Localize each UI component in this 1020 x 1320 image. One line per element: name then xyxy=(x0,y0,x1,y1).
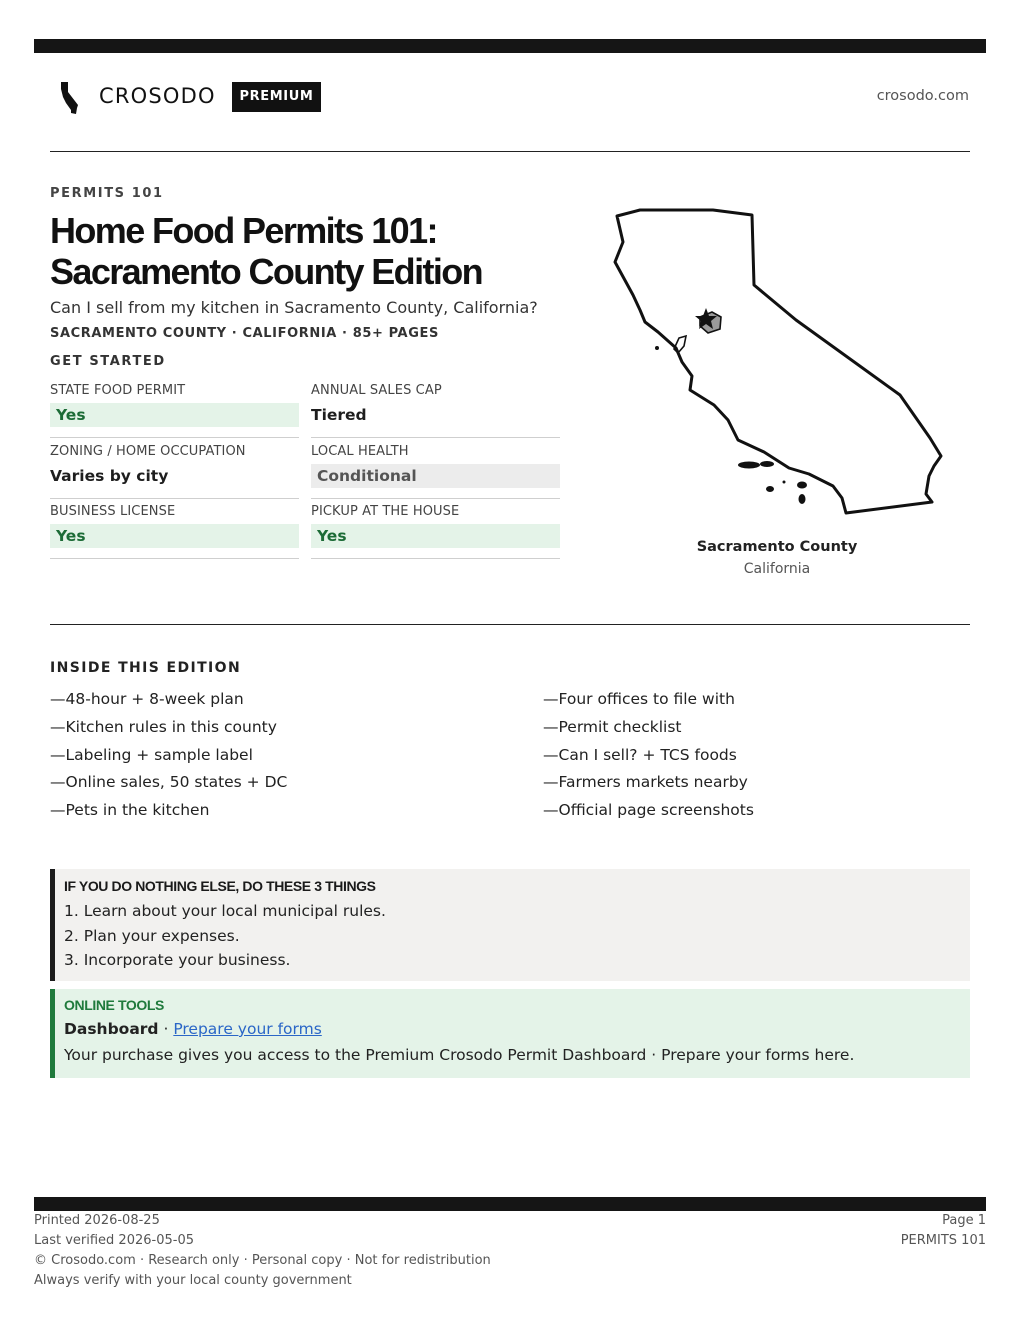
fact-value: Tiered xyxy=(311,406,367,424)
fact-annual-sales-cap xyxy=(311,383,560,438)
get-started-heading: GET STARTED xyxy=(50,354,166,369)
brand-name[interactable]: CROSODO xyxy=(99,84,216,108)
page-number: Page 1 xyxy=(942,1213,986,1228)
must-do-title: IF YOU DO NOTHING ELSE, DO THESE 3 THINGS xyxy=(64,878,376,894)
step-item: 2. Plan your expenses. xyxy=(64,926,240,945)
toc-item: —Pets in the kitchen xyxy=(50,801,210,820)
fact-label: STATE FOOD PERMIT xyxy=(50,383,186,398)
toc-item: —Official page screenshots xyxy=(543,801,754,820)
fact-pickup-at-house xyxy=(311,504,560,559)
toc-item: —Labeling + sample label xyxy=(50,745,253,764)
title-line-2: Sacramento County Edition xyxy=(50,251,483,292)
prepare-forms-link[interactable]: Prepare your forms xyxy=(173,1020,322,1038)
header-divider xyxy=(50,151,970,152)
fact-local-health xyxy=(311,444,560,499)
map-county-label: Sacramento County xyxy=(696,539,858,555)
online-tools-title: ONLINE TOOLS xyxy=(64,997,164,1013)
toc-right-column xyxy=(543,686,754,825)
dashboard-line xyxy=(64,1020,322,1038)
bottom-bar xyxy=(34,1197,986,1211)
toc-item: —Online sales, 50 states + DC xyxy=(50,773,288,792)
step-item: 1. Learn about your local municipal rules. xyxy=(64,902,386,920)
fact-value: Yes xyxy=(50,524,299,548)
bay-inlet xyxy=(674,336,686,353)
fact-value: Conditional xyxy=(311,464,560,488)
disclaimer: Always verify with your local county government xyxy=(34,1273,352,1288)
fact-value: Yes xyxy=(311,524,560,548)
channel-island xyxy=(797,482,807,489)
fact-value: Yes xyxy=(50,403,299,427)
page-title xyxy=(50,210,610,292)
printed-date: Printed 2026-08-25 xyxy=(34,1213,160,1228)
section-divider xyxy=(50,624,970,625)
inside-heading: INSIDE THIS EDITION xyxy=(50,660,242,676)
top-bar xyxy=(34,39,986,53)
channel-island xyxy=(799,494,806,504)
toc-left-column xyxy=(50,686,287,825)
channel-island xyxy=(760,461,774,467)
dashboard-label: Dashboard xyxy=(64,1020,159,1038)
section-eyebrow: PERMITS 101 xyxy=(50,186,164,201)
verified-date: Last verified 2026-05-05 xyxy=(34,1233,194,1248)
california-silhouette-icon xyxy=(58,80,84,116)
fact-state-food-permit xyxy=(50,383,299,438)
fact-label: PICKUP AT THE HOUSE xyxy=(311,504,460,519)
dashboard-description: Your purchase gives you access to the Premium Crosodo Permit Dashboard · Prepare your forms here. xyxy=(64,1046,855,1064)
page-meta: SACRAMENTO COUNTY · CALIFORNIA · 85+ PAGES xyxy=(50,326,439,341)
toc-item: —Can I sell? + TCS foods xyxy=(543,745,737,764)
fact-label: BUSINESS LICENSE xyxy=(50,504,176,519)
page-subtitle: Can I sell from my kitchen in Sacramento County, California? xyxy=(50,298,538,317)
premium-badge: PREMIUM xyxy=(232,82,321,112)
channel-island xyxy=(766,486,774,492)
online-tools-callout xyxy=(50,989,970,1078)
channel-island xyxy=(738,462,760,469)
fact-value: Varies by city xyxy=(50,467,169,485)
separator: · xyxy=(158,1020,174,1038)
must-do-callout xyxy=(50,869,970,981)
fact-business-license xyxy=(50,504,299,559)
island-dot xyxy=(655,346,659,350)
toc-item: —Kitchen rules in this county xyxy=(50,717,277,736)
fact-label: ANNUAL SALES CAP xyxy=(311,383,442,398)
step-item: 3. Incorporate your business. xyxy=(64,951,291,969)
toc-item: —Permit checklist xyxy=(543,717,682,736)
map-state-label: California xyxy=(743,561,811,577)
title-line-1: Home Food Permits 101: xyxy=(50,210,437,251)
site-url[interactable]: crosodo.com xyxy=(876,88,969,104)
toc-item: —Four offices to file with xyxy=(543,690,735,708)
footer-section: PERMITS 101 xyxy=(900,1233,986,1248)
california-outline xyxy=(615,210,941,513)
island-dot xyxy=(783,481,786,484)
fact-label: LOCAL HEALTH xyxy=(311,444,409,459)
toc-item: —Farmers markets nearby xyxy=(543,773,748,792)
fact-label: ZONING / HOME OCCUPATION xyxy=(50,444,246,459)
fact-zoning xyxy=(50,444,299,499)
toc-item: —48-hour + 8-week plan xyxy=(50,690,244,708)
california-map xyxy=(608,204,948,516)
copyright-notice: © Crosodo.com · Research only · Personal copy · Not for redistribution xyxy=(34,1253,491,1268)
must-do-steps xyxy=(64,899,386,973)
